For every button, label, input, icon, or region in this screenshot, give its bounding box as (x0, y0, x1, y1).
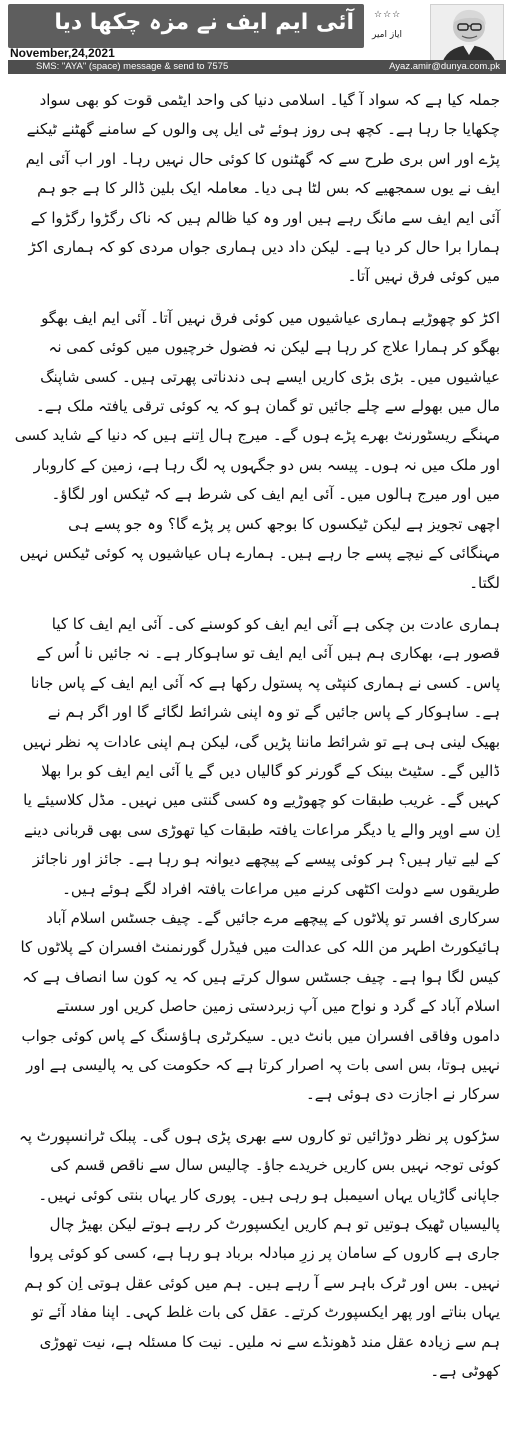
author-box (366, 4, 506, 60)
sms-instructions: SMS: "AYA" (space) message & send to 7575 (36, 61, 229, 72)
rating-stars: ☆☆☆ (374, 10, 402, 20)
author-portrait (430, 4, 504, 68)
article-body (14, 86, 500, 1398)
column-header (0, 0, 512, 78)
headline-band (8, 4, 364, 48)
article-paragraph: جملہ کیا ہے کہ سواد آ گیا۔ اسلامی دنیا کی واحد ایٹمی قوت کو بھی سواد چکھایا جا رہا ہے۔ کچھ ہی روز ہوئے ٹی ایل پی والوں کے سامنے گھٹنے ٹیکنے پڑے اور اس بری طرح سے کہ گھٹنوں کا کوئی حال نہیں رہا۔ اور اب آئی ایم ایف نے یوں سمجھیے کہ بس لٹا ہی دیا۔ معاملہ ایک بلین ڈالر کا ہے جو ہم آئی ایم ایف سے مانگ رہے ہیں اور وہ کیا ظالم ہیں کہ ناک رگڑوا رگڑوا کے ہمارا برا حال کر دیا ہے۔ لیکن داد دیں ہماری جواں مردی کو کہ ہماری اکڑ میں کوئی فرق نہیں آتا۔ (25, 91, 500, 286)
article-paragraph: اکڑ کو چھوڑیے ہماری عیاشیوں میں کوئی فرق نہیں آتا۔ آئی ایم ایف بھگو بھگو کر ہمارا علاج کر رہا ہے لیکن نہ فضول خرچیوں میں کوئی کمی نہ عیاشیوں میں۔ بڑی بڑی کاریں ایسے ہی دندناتی پھرتی ہیں۔ کسی شاپنگ مال میں بھولے سے چلے جائیں تو گمان ہو کہ یہ کوئی ترقی یافتہ ملک ہے۔ مہنگے ریسٹورنٹ بھرے پڑے ہوں گے۔ میرج ہال اِتنے ہیں کہ دنیا کے شاید کسی اور ملک میں نہ ہوں۔ پیسہ بس دو جگہوں پہ لگ رہا ہے، زمین کے کاروبار میں اور میرج ہالوں میں۔ آئی ایم ایف کی شرط ہے کہ ٹیکس اور لگاؤ۔ اچھی تجویز ہے لیکن ٹیکسوں کا بوجھ کس پر پڑے گا؟ وہ جو پسے ہی مہنگائی کے نیچے پسے جا رہے ہیں۔ ہمارے ہاں عیاشیوں پہ کوئی ٹیکس نہیں لگتا۔ (14, 308, 500, 592)
author-email: Ayaz.amir@dunya.com.pk (389, 61, 500, 72)
contact-strip (8, 60, 506, 74)
author-name: ایاز امیر (372, 30, 402, 40)
publish-date: November,24,2021 (10, 46, 115, 60)
headline: آئی ایم ایف نے مزہ چکھا دیا (54, 10, 354, 35)
author-portrait-icon (431, 5, 503, 67)
article-paragraph: ہماری عادت بن چکی ہے آئی ایم ایف کو کوسنے کی۔ آئی ایم ایف کا کیا قصور ہے، بھکاری ہم ہیں آئی ایم ایف تو ساہوکار ہے۔ نہ جائیں نا اُس کے پاس۔ کسی نے ہماری کنپٹی پہ پستول رکھا ہے کہ آئی ایم ایف کے پاس جانا ہے۔ ساہوکار کے پاس جائیں گے تو وہ اپنی شرائط لگائے گا اور اگر ہم نے بھیک لینی ہی ہے تو شرائط ماننا پڑیں گی، لیکن ہم اپنی عادات پہ نظر نہیں ڈالیں گے۔ سٹیٹ بینک کے گورنر کو گالیاں دیں گے یا آئی ایم ایف کو برا بھلا کہیں گے۔ غریب طبقات کو چھوڑیے وہ کسی گنتی میں نہیں۔ مڈل کلاسیئے یا اِن سے اوپر والے یا دیگر مراعات یافتہ طبقات کیا تھوڑی سی بھی قربانی دینے کے لیے تیار ہیں؟ ہر کوئی پیسے کے پیچھے دیوانہ ہو رہا ہے۔ جائز اور ناجائز طریقوں سے دولت اکٹھی کرنے میں مراعات یافتہ افراد لگے ہوئے ہیں۔ سرکاری افسر تو پلاٹوں کے پیچھے مرے جائیں گے۔ چیف جسٹس اسلام آباد ہائیکورٹ اطہر من اللہ کی عدالت میں فیڈرل گورنمنٹ افسران کے پلاٹوں کا کیس لگا ہوا ہے۔ چیف جسٹس سوال کرتے ہیں کہ یہ کون سا انصاف ہے کہ اسلام آباد کے گرد و نواح میں آپ زبردستی زمین حاصل کریں اور سستے داموں وفاقی افسران میں بانٹ دیں۔ سیکرٹری ہاؤسنگ کے پاس کوئی جواب نہیں ہوتا، بس اسی بات پہ اصرار کرتا ہے کہ حکومت کی یہ پالیسی ہے اور سرکار نے اجازت دی ہوئی ہے۔ (20, 614, 500, 1104)
article-paragraph: سڑکوں پر نظر دوڑائیں تو کاروں سے بھری پڑی ہوں گی۔ پبلک ٹرانسپورٹ پہ کوئی توجہ نہیں بس کاریں خریدے جاؤ۔ چالیس سال سے ناقص قسم کی جاپانی گاڑیاں یہاں اسیمبل ہو رہی ہیں۔ پوری کار یہاں بنتی کوئی نہیں۔ پالیسیاں ٹھیک ہوتیں تو ہم کاریں ایکسپورٹ کر رہے ہوتے لیکن بھیڑ چال جاری ہے کاروں کے سامان پر زرِ مبادلہ برباد ہو رہا ہے، کسی کو کوئی پروا نہیں۔ بس اور ٹرک باہر سے آ رہے ہیں۔ ہم میں کوئی عقل ہوتی اِن کو ہم یہاں بناتے اور پھر ایکسپورٹ کرتے۔ عقل کی بات غلط کہی۔ اپنا مفاد آئے تو ہم سے زیادہ عقل مند ڈھونڈے سے نہ ملیں۔ نیت کا مسئلہ ہے، نیت تھوڑی کھوٹی ہے۔ (18, 1126, 500, 1381)
